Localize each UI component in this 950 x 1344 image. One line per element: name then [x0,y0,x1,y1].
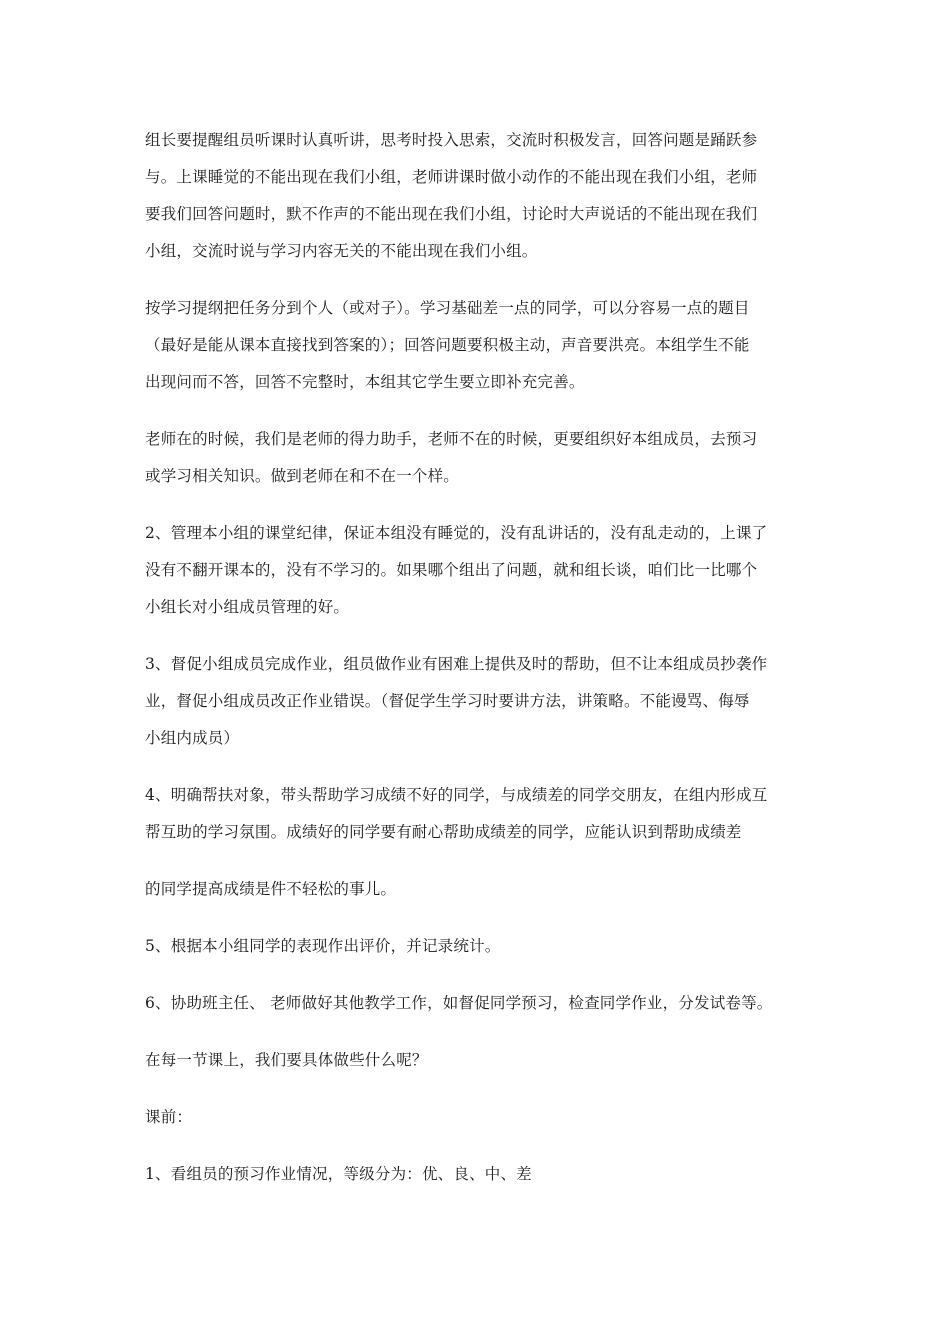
text-line: 小组，交流时说与学习内容无关的不能出现在我们小组。 [145,242,538,260]
text-line: 业，督促小组成员改正作业错误。（督促学生学习时要讲方法，讲策略。不能谩骂、侮辱 [145,692,750,710]
paragraph-before-class-item-1 [145,1156,817,1193]
text-line: 3、督促小组成员完成作业，组员做作业有困难上提供及时的帮助，但不让本组成员抄袭作 [145,655,768,673]
text-line: 没有不翻开课本的，没有不学习的。如果哪个组出了问题，就和组长谈，咱们比一比哪个 [145,561,758,579]
text-line: 5、根据本小组同学的表现作出评价，并记录统计。 [145,937,501,955]
text-line: 2、管理本小组的课堂纪律，保证本组没有睡觉的，没有乱讲话的，没有乱走动的，上课了 [145,524,768,542]
paragraph-item-6-assist [145,985,817,1022]
paragraph-item-3-homework [145,646,817,757]
paragraph-group-leader-duties [145,122,817,270]
text-line: 课前： [145,1108,193,1126]
text-line: 要我们回答问题时，默不作声的不能出现在我们小组，讨论时大声说话的不能出现在我们 [145,205,758,223]
paragraph-teacher-assistant [145,421,817,495]
text-line: 或学习相关知识。做到老师在和不在一个样。 [145,467,460,485]
paragraph-item-2-discipline [145,515,817,626]
text-line: 在每一节课上，我们要具体做些什么呢？ [145,1051,428,1069]
text-line: 组长要提醒组员听课时认真听讲，思考时投入思索，交流时积极发言，回答问题是踊跃参 [145,131,758,149]
text-line: 6、协助班主任、 老师做好其他教学工作，如督促同学预习，检查同学作业，分发试卷等。 [145,994,773,1012]
text-line: 与。上课睡觉的不能出现在我们小组，老师讲课时做小动作的不能出现在我们小组，老师 [145,168,758,186]
text-line: 小组内成员） [145,729,240,747]
text-line: 4、明确帮扶对象，带头帮助学习成绩不好的同学，与成绩差的同学交朋友，在组内形成互 [145,786,768,804]
text-line: 的同学提高成绩是件不轻松的事儿。 [145,880,397,898]
paragraph-question [145,1042,817,1079]
text-line: 帮互助的学习氛围。成绩好的同学要有耐心帮助成绩差的同学，应能认识到帮助成绩差 [145,823,742,841]
text-line: 按学习提纲把任务分到个人（或对子）。学习基础差一点的同学，可以分容易一点的题目 [145,299,750,317]
text-line: 出现问而不答，回答不完整时，本组其它学生要立即补充完善。 [145,373,585,391]
heading-before-class [145,1099,817,1136]
text-line: 1、看组员的预习作业情况，等级分为：优、良、中、差 [145,1165,532,1183]
paragraph-task-assignment [145,290,817,401]
paragraph-item-4-continued [145,871,817,908]
text-line: 老师在的时候，我们是老师的得力助手，老师不在的时候，更要组织好本组成员，去预习 [145,430,758,448]
paragraph-item-5-evaluation [145,928,817,965]
text-line: 小组长对小组成员管理的好。 [145,598,350,616]
paragraph-item-4-mentoring [145,777,817,851]
document-body [145,122,817,1213]
text-line: （最好是能从课本直接找到答案的）；回答问题要积极主动，声音要洪亮。本组学生不能 [145,336,750,354]
